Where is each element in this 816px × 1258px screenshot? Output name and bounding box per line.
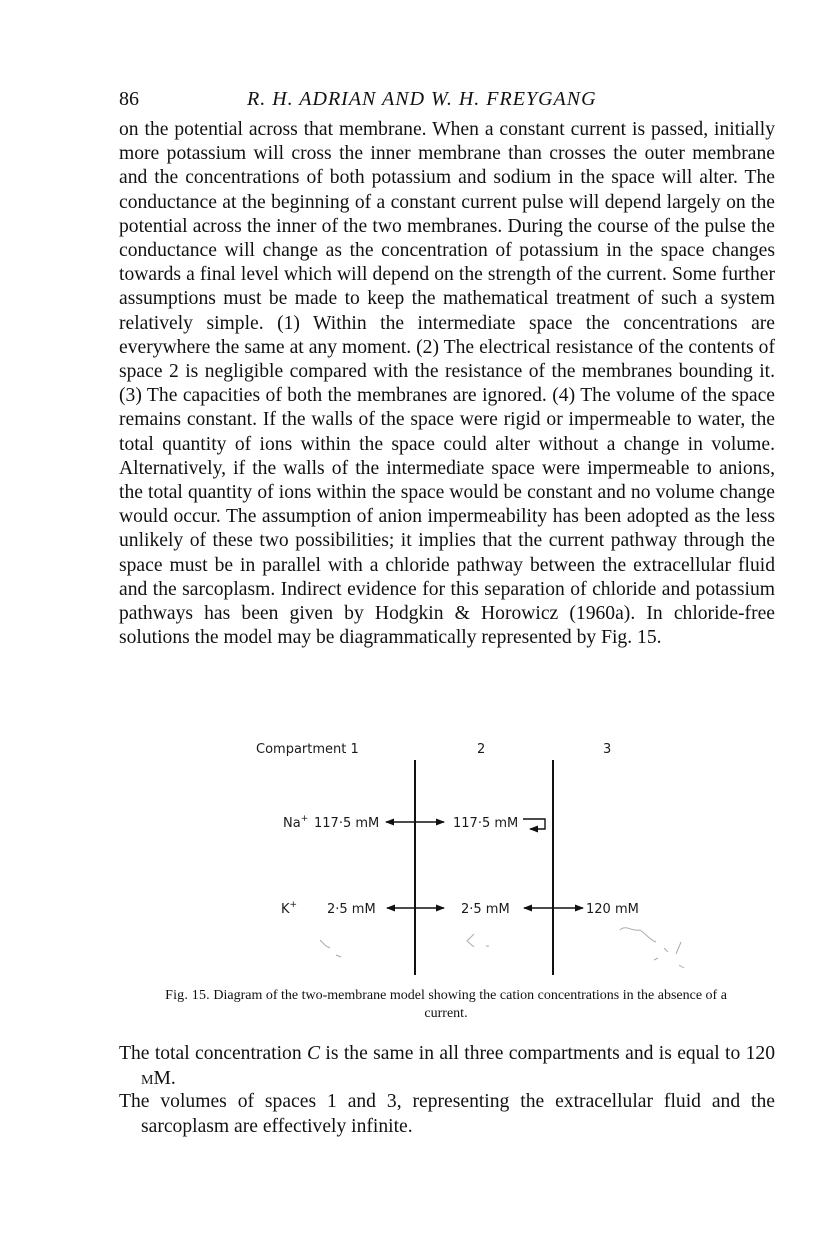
figure-caption xyxy=(150,987,742,1023)
page-header xyxy=(119,88,679,116)
statement-total-concentration: The total concentration C is the same in all three compartments and is equal to 120 mM. xyxy=(119,1043,775,1089)
na-reflection-arrow xyxy=(523,819,545,829)
na-compartment1-concentration: 117·5 mM xyxy=(314,816,380,831)
body-paragraph: on the potential across that membrane. When a constant current is passed, initially more potassium will cross the inner membrane than crosses the outer membrane and the concentrations of both potassium and sodium in the space will alter. The conductance at the beginning of a constant current pulse will depend largely on the potential across the inner of the two membranes. During the course of the pulse the conductance will change as the concentration of potassium in the space changes towards a final level which will depend on the strength of the current. Some further assumptions must be made to keep the mathematical treatment of such a system relatively simple. (1) Within the intermediate space the concentrations are everywhere the same at any moment. (2) The electrical resistance of the contents of space 2 is negligible compared with the resistance of the membranes bounding it. (3) The capacities of both the membranes are ignored. (4) The volume of the space remains constant. If the walls of the space were rigid or impermeable to water, the total quantity of ions within the space could alter without a change in volume. Alternatively, if the walls of the intermediate space were impermeable to anions, the total quantity of ions within the space would be constant and no volume change would occur. The assumption of anion impermeability has been adopted as the less unlikely of these two possibilities; it implies that the current pathway through the space must be in parallel with a chloride pathway between the extracellular fluid and the sarcoplasm. Indirect evidence for this separation of chloride and potassium pathways has been given by Hodgkin & Horowicz (1960a). In chloride-free solutions the model may be diagrammatically represented by Fig. 15. xyxy=(119,119,775,649)
compartment-3-label: 3 xyxy=(603,742,612,757)
running-head: R. H. ADRIAN AND W. H. FREYGANG xyxy=(247,88,597,110)
figure-label: Fig. 15. xyxy=(165,988,210,1003)
variable-c: C xyxy=(306,1043,321,1064)
compartment-1-label: Compartment 1 xyxy=(256,742,359,757)
k-compartment2-concentration: 2·5 mM xyxy=(461,902,510,917)
k-compartment1-concentration: 2·5 mM xyxy=(327,902,376,917)
unit-mm: mM xyxy=(141,1068,171,1089)
na-compartment2-concentration: 117·5 mM xyxy=(453,816,519,831)
compartment-2-label: 2 xyxy=(477,742,486,757)
caption-text: Diagram of the two-membrane model showing the cation concentrations in the absence of a current. xyxy=(213,988,727,1021)
scan-smudge-marks xyxy=(320,928,684,968)
statement-volumes: The volumes of spaces 1 and 3, representing the extracellular fluid and the sarcoplasm are effectively infinite. xyxy=(119,1091,775,1137)
k-compartment3-concentration: 120 mM xyxy=(586,902,639,917)
k-ion-label: K+ xyxy=(281,900,298,917)
na-ion-label: Na+ xyxy=(283,814,309,831)
page-number: 86 xyxy=(119,88,139,110)
